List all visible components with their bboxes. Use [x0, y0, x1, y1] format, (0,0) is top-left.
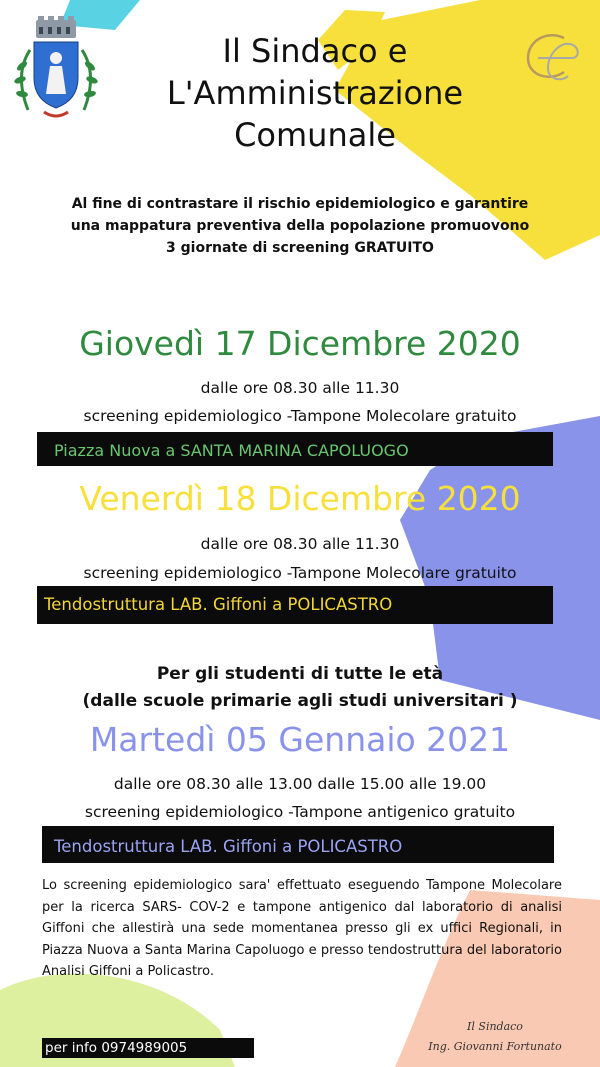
signature-name: Ing. Giovanni Fortunato [428, 1040, 562, 1053]
date-heading-2: Venerdì 18 Dicembre 2020 [79, 479, 521, 518]
date-heading-3: Martedì 05 Gennaio 2021 [89, 720, 511, 759]
location-3: Tendostruttura LAB. Giffoni a POLICASTRO [54, 837, 403, 856]
phone-info-bar: per info 0974989005 [42, 1038, 254, 1058]
hours-2: dalle ore 08.30 alle 11.30 [200, 535, 400, 553]
test-type-2: screening epidemiologico -Tampone Molecolare gratuito [83, 564, 517, 582]
title-line-3: Comunale [234, 116, 396, 154]
location-1: Piazza Nuova a SANTA MARINA CAPOLUOGO [54, 441, 409, 460]
location-2: Tendostruttura LAB. Giffoni a POLICASTRO [44, 595, 393, 614]
test-type-1: screening epidemiologico -Tampone Molecolare gratuito [83, 407, 517, 425]
location-bar-1 [37, 432, 553, 466]
intro-line-1: Al fine di contrastare il rischio epidemiologico e garantire [71, 196, 529, 212]
info-paragraph: Lo screening epidemiologico sara' effettuato eseguendo Tampone Molecolare per la ricerca SARS- COV-2 e tampone antigenico dal laboratorio di analisi Giffoni che allestirà una sede momentanea presso gli ex uffici Regionali, in Piazza Nuova a Santa Marina Capoluogo e presso tendostruttura del laboratorio Analisi Giffoni a Policastro. [42, 878, 562, 979]
test-type-3: screening epidemiologico -Tampone antigenico gratuito [84, 803, 516, 821]
title-line-2: L'Amministrazione [166, 74, 464, 112]
signature-title: Il Sindaco [467, 1020, 523, 1033]
location-bar-3 [42, 826, 554, 863]
laboratory-monogram-logo-icon [518, 28, 588, 88]
students-note [0, 661, 600, 715]
date-heading-1: Giovedì 17 Dicembre 2020 [79, 324, 521, 363]
intro-line-3: 3 giornate di screening GRATUITO [166, 240, 434, 256]
location-bar-2 [37, 586, 553, 624]
page-title [150, 30, 480, 156]
intro-line-2: una mappatura preventiva della popolazione promuovono [70, 218, 530, 234]
hours-3: dalle ore 08.30 alle 13.00 dalle 15.00 alle 19.00 [113, 775, 487, 793]
intro-text [20, 193, 580, 259]
hours-1: dalle ore 08.30 alle 11.30 [200, 379, 400, 397]
students-line-2: (dalle scuole primarie agli studi universitari ) [82, 691, 518, 711]
municipal-crest-icon [8, 14, 103, 124]
students-line-1: Per gli studenti di tutte le età [156, 664, 444, 684]
title-line-1: Il Sindaco e [222, 32, 408, 70]
